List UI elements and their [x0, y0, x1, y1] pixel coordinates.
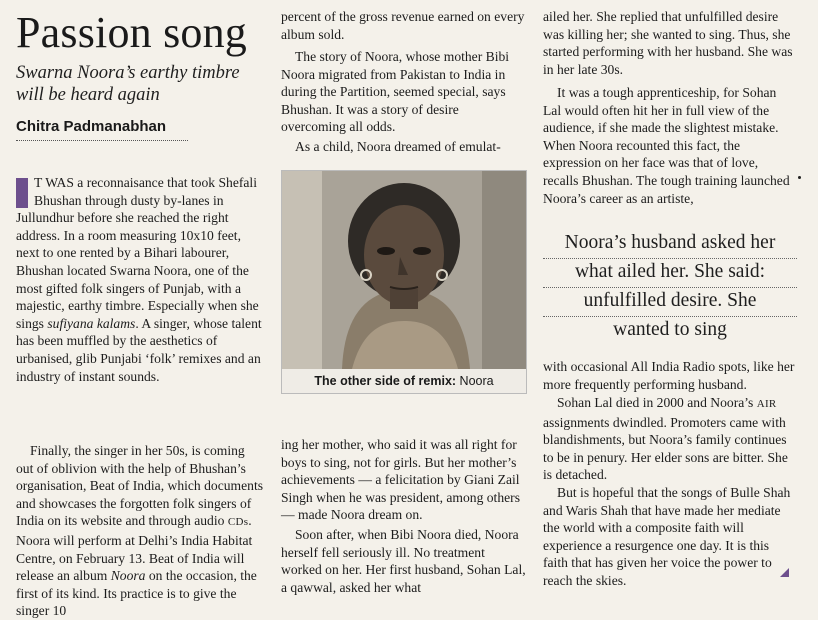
caption-text: Noora	[456, 374, 494, 388]
paragraph-beat-of-india	[16, 442, 264, 620]
column-one	[16, 8, 264, 619]
col3-top-paragraph: ailed her. She replied that unfulfilled desire was killing her; she wanted to sing. Thus, she started performing with her husband. She was in her late 30s.	[543, 9, 793, 77]
col3-hope-paragraph: But is hopeful that the songs of Bulle Shah and Waris Shah that have made her mediate the world with a composite faith will experience a resurgence one day. It is this faith that has given her voice the power to reach the skies.	[543, 485, 791, 588]
died-air: AIR	[756, 398, 777, 410]
portrait-photo	[282, 171, 526, 369]
died-text-a: Sohan Lal died in 2000 and Noora’s	[557, 395, 757, 410]
pull-quote-line: what ailed her. She said:	[543, 259, 797, 288]
byline: Chitra Padmanabhan	[16, 118, 167, 135]
died-text-b: assignments dwindled. Promoters came with blandishments, but Noora’s family continues to be in penury. Her elder sons are bitter. She is detached.	[543, 414, 788, 483]
col2-illness-paragraph: Soon after, when Bibi Noora died, Noora herself fell seriously ill. No treatment worked on her. Her first husband, Sohan Lal, a qawwal, asked her what	[281, 527, 526, 595]
lead-text-b: . A singer, whose talent has been muffled by the aesthetics of urbanised, glib Punjabi ‘folk’ remixes and an industry of instant sounds.	[16, 315, 262, 384]
pull-quote-line: wanted to sing	[613, 319, 727, 340]
col2-child-paragraph: As a child, Noora dreamed of emulat-	[295, 139, 501, 154]
para2-text-c: on the occasion, the first of its kind. Its practice is to give the singer 10	[16, 568, 257, 619]
col2-story-paragraph: The story of Noora, whose mother Bibi Noora migrated from Pakistan to India in during the Partition, seemed special, says Bhushan. It was a story of desire overcoming all odds.	[281, 49, 510, 135]
para2-italic: Noora	[110, 568, 146, 584]
end-of-story-icon	[780, 568, 789, 577]
para2-text-a: Finally, the singer in her 50s, is coming out of oblivion with the help of Bhushan’s organisation, Beat of India, which documents and showcases the forgotten folk singers of India on its website and through audio	[16, 443, 264, 529]
caption-bold: The other side of remix:	[314, 374, 457, 388]
lead-italic: sufiyana kalams	[47, 315, 136, 331]
photo-frame	[281, 170, 527, 394]
byline-rule	[16, 140, 188, 141]
col3-apprenticeship-paragraph: It was a tough apprenticeship, for Sohan Lal would often hit her in full view of the audience, if she made the slightest mistake. When Noora recounted this fact, the expression on her face was that of love, recalls Bhushan. The tough training launched Noora’s career as an artiste,	[543, 85, 790, 206]
col3-radio-paragraph: with occasional All India Radio spots, like her more frequently performing husband.	[543, 359, 795, 392]
print-dot	[798, 176, 801, 179]
drop-cap-icon	[16, 178, 28, 208]
col2-mother-paragraph: ing her mother, who said it was all right for boys to sing, not for girls. But her mother’s achievements — a felicitation by Giani Zail Singh when he was president, among others — made Noora dream on.	[281, 437, 520, 523]
col3-died-paragraph	[543, 394, 797, 484]
lead-text-a: T WAS a reconnaisance that took Shefali Bhushan through dusty by-lanes in Jullundhur before she reached the right address. In a room measuring 10x10 feet, next to one rented by a Bihari labourer, Bhushan located Swarna Noora, one of the most gifted folk singers of Punjab, with a majestic, earthy timbre. Especially when she sings	[16, 175, 259, 331]
pull-quote	[543, 230, 797, 345]
pull-quote-line: unfulfilled desire. She	[543, 288, 797, 317]
col2-top-paragraph: percent of the gross revenue earned on every album sold.	[281, 9, 525, 42]
photo-caption	[282, 373, 526, 389]
pull-quote-line: Noora’s husband asked her	[543, 230, 797, 259]
headline: Passion song	[16, 8, 247, 57]
para2-cds: CDs	[227, 516, 249, 529]
deck: Swarna Noora’s earthy timbre will be heard again	[16, 63, 240, 105]
lead-paragraph	[16, 174, 264, 385]
para2-text-b: . Noora will perform at Delhi’s India Habitat Centre, on February 13. Beat of India will release an album	[16, 513, 253, 584]
portrait-illustration	[282, 171, 526, 369]
